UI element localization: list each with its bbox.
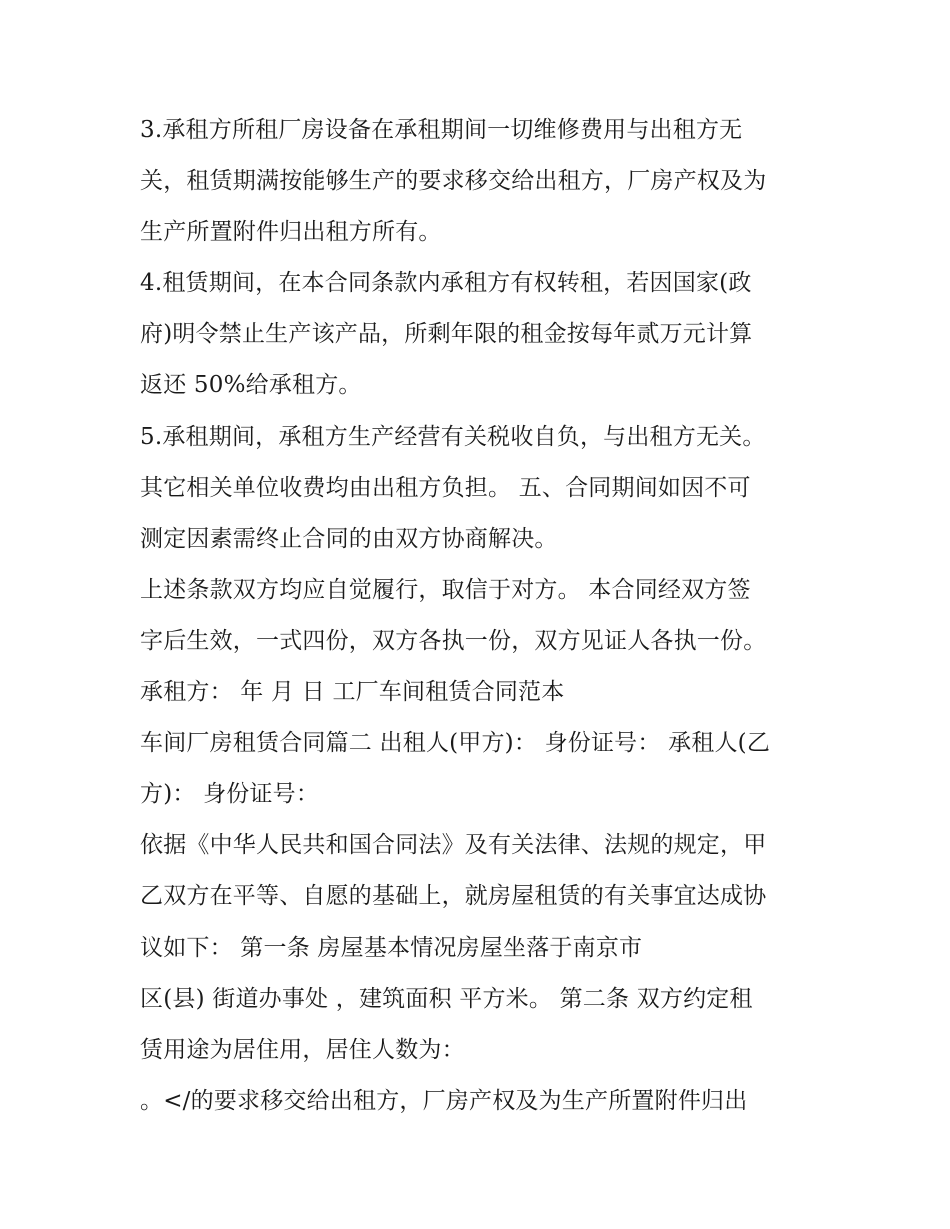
text-line: 依据《中华人民共和国合同法》及有关法律、法规的规定，甲	[140, 832, 767, 859]
text-line: 车间厂房租赁合同篇二 出租人(甲方)： 身份证号： 承租人(乙	[140, 730, 771, 757]
text-line: 3.承租方所租厂房设备在承租期间一切维修费用与出租方无	[140, 117, 743, 143]
text-line: 赁用途为居住用，居住人数为：	[140, 1036, 465, 1063]
text-line: 4.租赁期间，在本合同条款内承租方有权转租，若因国家(政	[140, 270, 752, 297]
text-line: 区(县) 街道办事处 ，建筑面积 平方米。 第二条 双方约定租	[140, 985, 753, 1012]
text-line: 乙双方在平等、自愿的基础上，就房屋租赁的有关事宜达成协	[140, 883, 767, 910]
text-line: 返还 50%给承租方。	[140, 372, 362, 399]
text-line: 5.承租期间，承租方生产经营有关税收自负，与出租方无关。	[140, 423, 766, 450]
text-line: 府)明令禁止生产该产品，所剩年限的租金按每年贰万元计算	[140, 321, 753, 348]
text-line: 测定因素需终止合同的由双方协商解决。	[140, 525, 558, 552]
text-line: 议如下： 第一条 房屋基本情况房屋坐落于南京市	[140, 934, 643, 961]
contract-text	[140, 110, 820, 1132]
text-line: 生产所置附件归出租方所有。	[140, 219, 442, 246]
text-line: 承租方： 年 月 日 工厂车间租赁合同范本	[140, 679, 565, 706]
text-line: 字后生效，一式四份，双方各执一份，双方见证人各执一份。	[140, 627, 767, 654]
text-line: 关，租赁期满按能够生产的要求移交给出租方，厂房产权及为	[140, 168, 767, 195]
text-line: 。</的要求移交给出租方，厂房产权及为生产所置附件归出	[140, 1087, 748, 1114]
text-line: 其它相关单位收费均由出租方负担。 五、合同期间如因不可	[140, 474, 751, 501]
text-line: 上述条款双方均应自觉履行，取信于对方。 本合同经双方签	[140, 576, 751, 603]
text-line: 方)： 身份证号：	[140, 781, 320, 808]
